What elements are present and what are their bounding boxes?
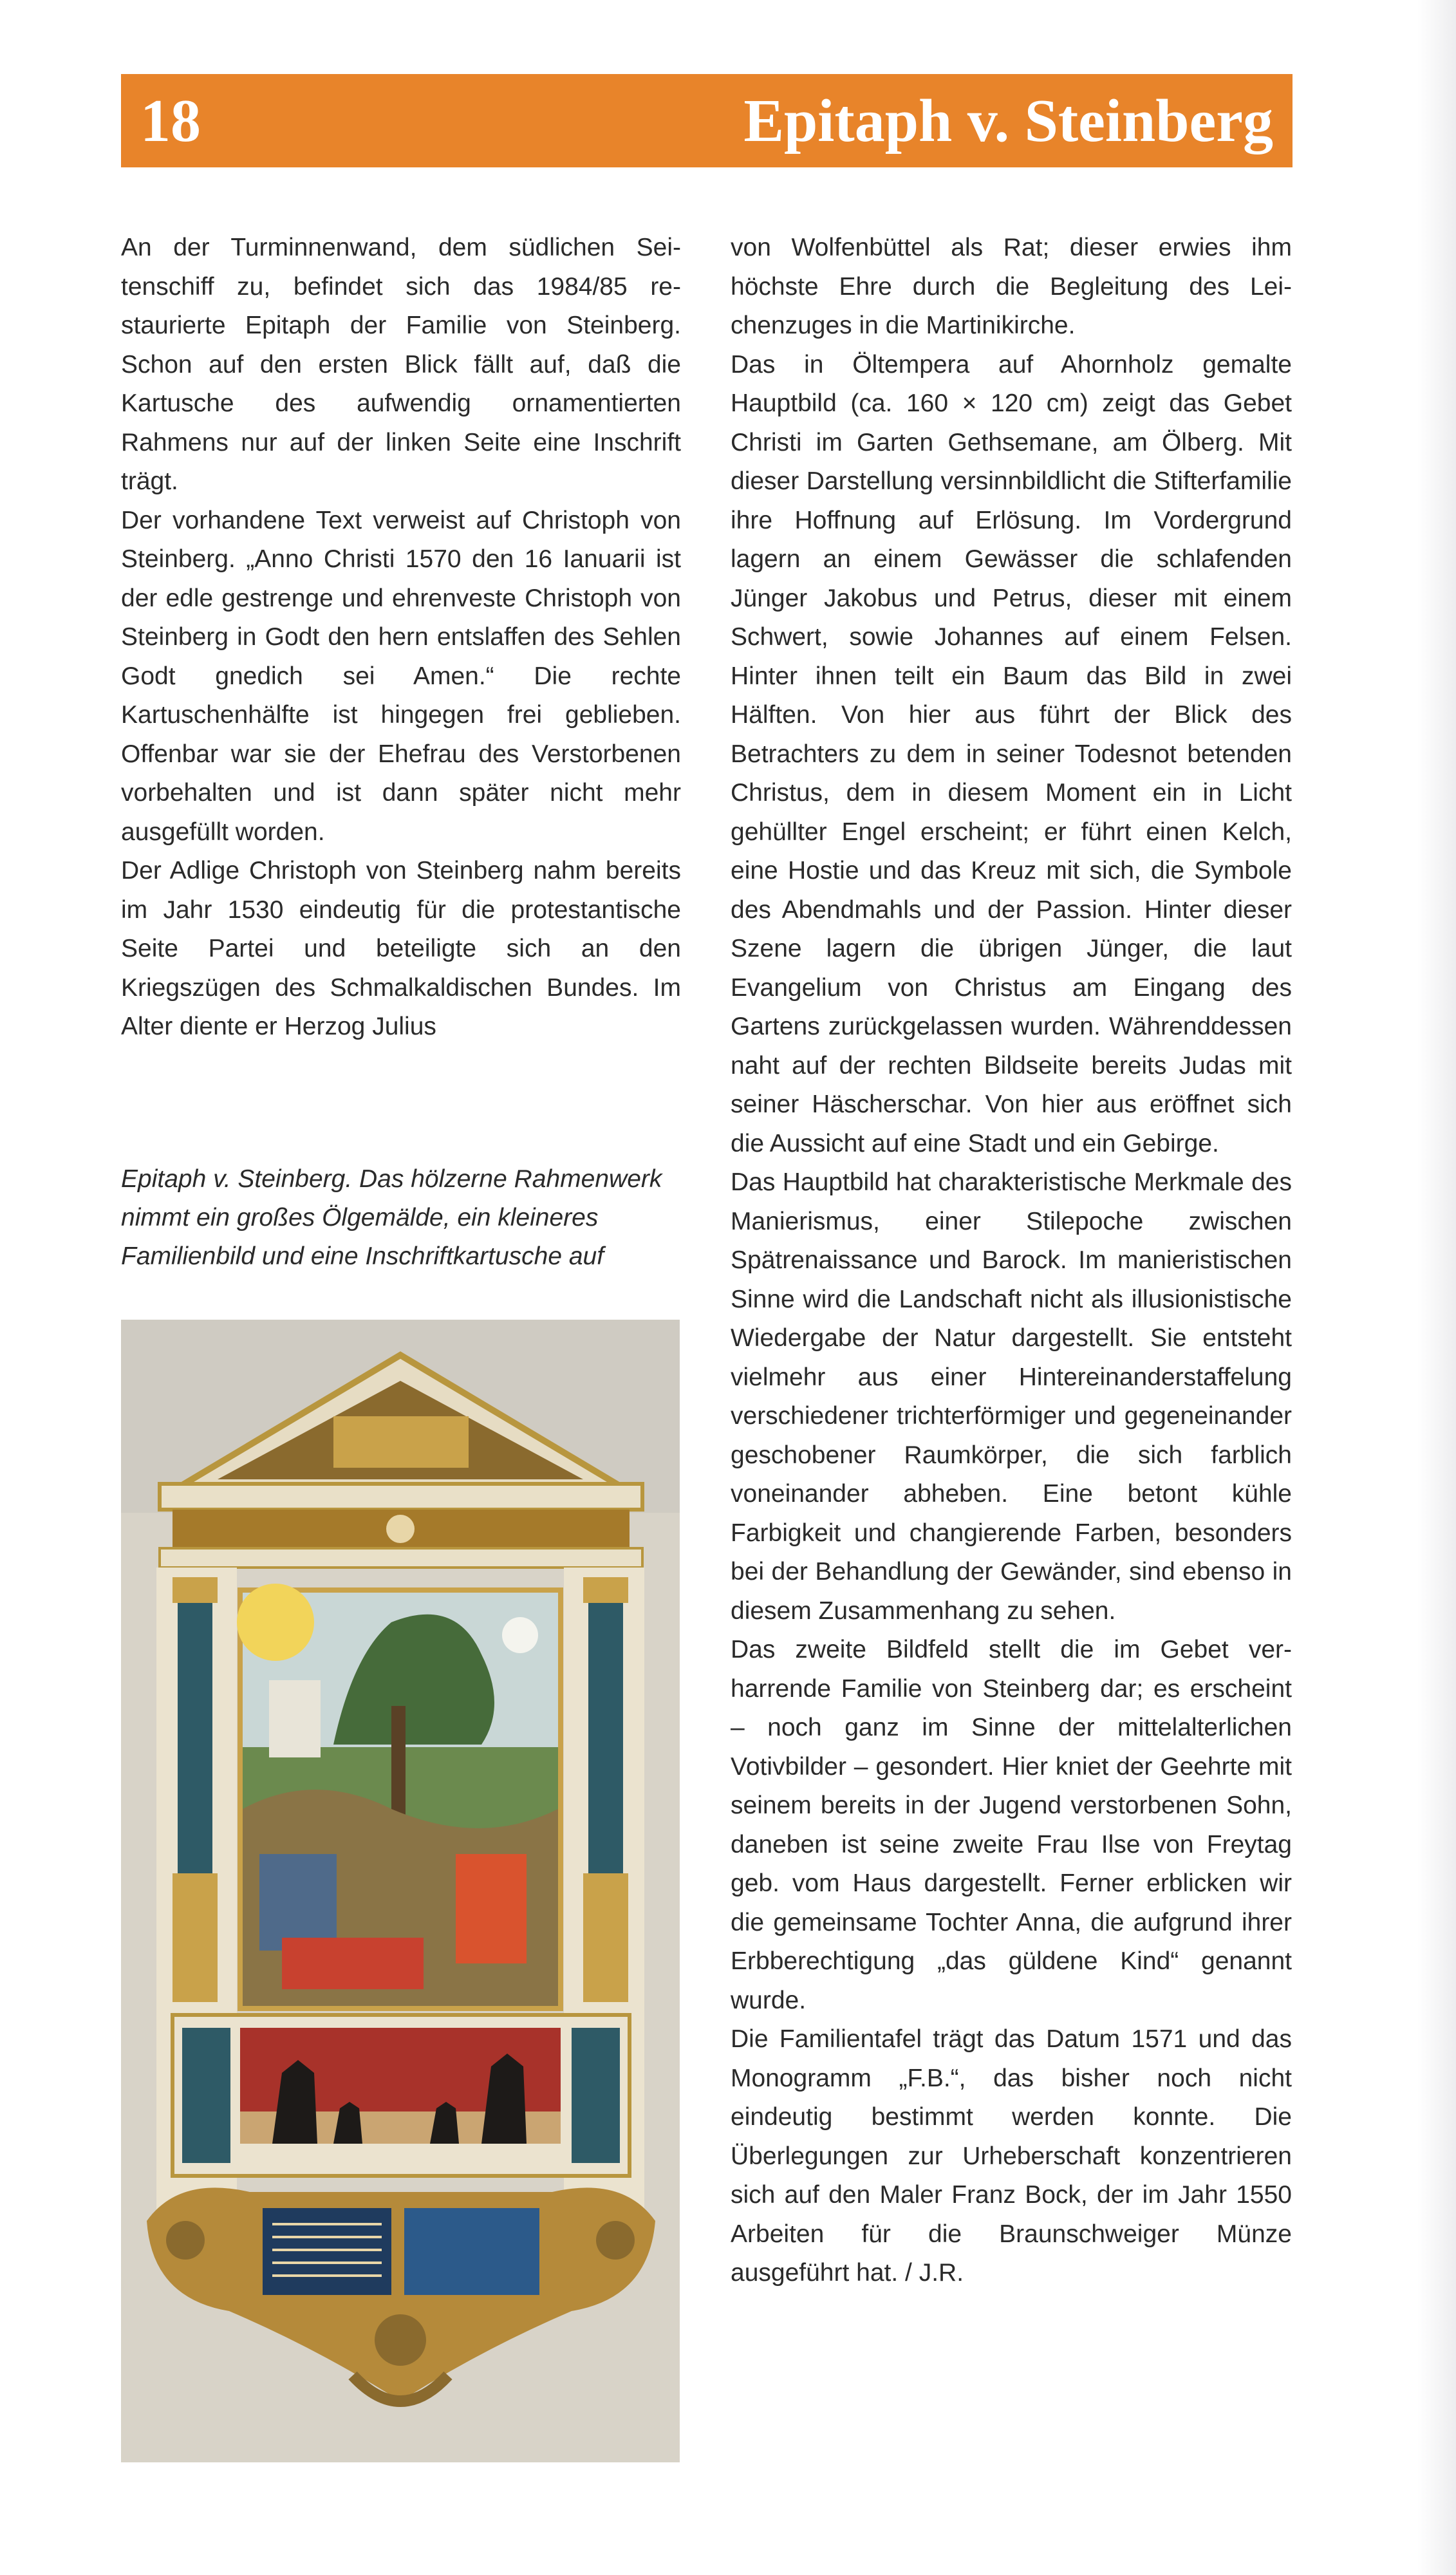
paragraph: Das zweite Bildfeld stellt die im Gebet verharrende Familie von Steinberg dar; es erscheint – noch ganz im Sinne der mittelalterlichen Votivbilder – gesondert. Hier kniet der Geehrte mit seinem bereits in der Jugend verstorbenen Sohn, daneben ist seine zweite Frau Ilse von Freytag geb. vom Haus dargestellt. Ferner erblicken wir die gemeinsame Tochter Anna, die aufgrund ihrer Erbberechtigung „das güldene Kind“ genannt wurde. [731,1636,1292,2014]
paragraph: Das in Öltempera auf Ahornholz gemalte Hauptbild (ca. 160 × 120 cm) zeigt das Gebet Christi im Garten Gethsemane, am Ölberg. Mit dieser Darstellung versinnbildlicht die Stifterfamilie ihre Hoffnung auf Erlösung. Im Vordergrund lagern an einem Gewässer die schlafenden Jünger Jakobus und Petrus, dieser mit einem Schwert, sowie Johannes auf einem Felsen. Hinter ihnen teilt ein Baum das Bild in zwei Hälften. Von hier aus führt der Blick des Betrachters zu dem in seiner Todesnot betenden Christus, dem in diesem Moment ein in Licht gehüllter Engel erscheint; er führt einen Kelch, eine Hostie und das Kreuz mit sich, die Symbole des Abendmahls und der Passion. Hinter dieser Szene lagern die übrigen Jünger, die laut Evangelium von Christus am Eingang des Gartens zurückgelassen wurden. Währenddessen naht auf der rechten Bildseite bereits Judas mit seiner Häscherschar. Von hier aus eröffnet sich die Aussicht auf eine Stadt und ein Gebirge. [731,350,1292,1157]
photo-caption: Epitaph v. Steinberg. Das hölzerne Rahmenwerk nimmt ein großes Ölgemälde, ein kleineres Familienbild und eine Inschriftkartusche auf [121,1165,662,1270]
epitaph-illustration [121,1320,680,2462]
paragraph: von Wolfenbüttel als Rat; dieser erwies ihm höchste Ehre durch die Begleitung des Leichenzuges in die Martinikirche. [731,234,1292,339]
right-text-column [731,229,1292,2293]
left-text-column [121,229,681,1047]
paragraph: Das Hauptbild hat charakteristische Merkmale des Manierismus, einer Stilepoche zwischen Spätrenaissance und Barock. Im manieristischen Sinne wird die Landschaft nicht als illusionistische Wiedergabe der Natur dargestellt. Sie entsteht vielmehr aus einer Hintereinanderstaffelung verschiedener trichterförmiger und gegeneinander geschobener Raumkörper, die sich farblich voneinander abheben. Eine betont kühle Farbigkeit und changierende Farben, besonders bei der Behandlung der Gewänder, sind ebenso in diesem Zusammenhang zu sehen. [731,1168,1292,1625]
paragraph: An der Turminnenwand, dem südlichen Seitenschiff zu, befindet sich das 1984/85 restaurierte Epitaph der Familie von Steinberg. Schon auf den ersten Blick fällt auf, daß die Kartusche des aufwendig ornamentierten Rahmens nur auf der linken Seite eine Inschrift trägt. [121,234,681,495]
paragraph: Die Familientafel trägt das Datum 1571 und das Monogramm „F.B.“, das bisher noch nicht eindeutig bestimmt werden konnte. Die Überlegungen zur Urheberschaft konzentrieren sich auf den Maler Franz Bock, der im Jahr 1550 Arbeiten für die Braunschweiger Münze ausgeführt hat. / J.R. [731,2025,1292,2287]
page-title: Epitaph v. Steinberg [743,88,1273,154]
paragraph: Der Adlige Christoph von Steinberg nahm bereits im Jahr 1530 eindeutig für die protestantische Seite Partei und beteiligte sich an den Kriegszügen des Schmalkaldischen Bundes. Im Alter diente er Herzog Julius [121,857,681,1040]
epitaph-photo [121,1320,680,2462]
page-edge-shade [1417,0,1456,2575]
paragraph: Der vorhandene Text verweist auf Christoph von Steinberg. „Anno Christi 1570 den 16 Ianuarii ist der edle gestrenge und ehrenveste Christoph von Steinberg in Godt den hern entslaffen des Sehlen Godt gnedich sei Amen.“ Die rechte Kartuschenhälfte ist hingegen frei geblieben. Offenbar war sie der Ehefrau des Verstorbenen vorbehalten und ist dann später nicht mehr ausgefüllt worden. [121,506,681,846]
header-bar [121,74,1293,167]
page-number: 18 [140,88,201,154]
